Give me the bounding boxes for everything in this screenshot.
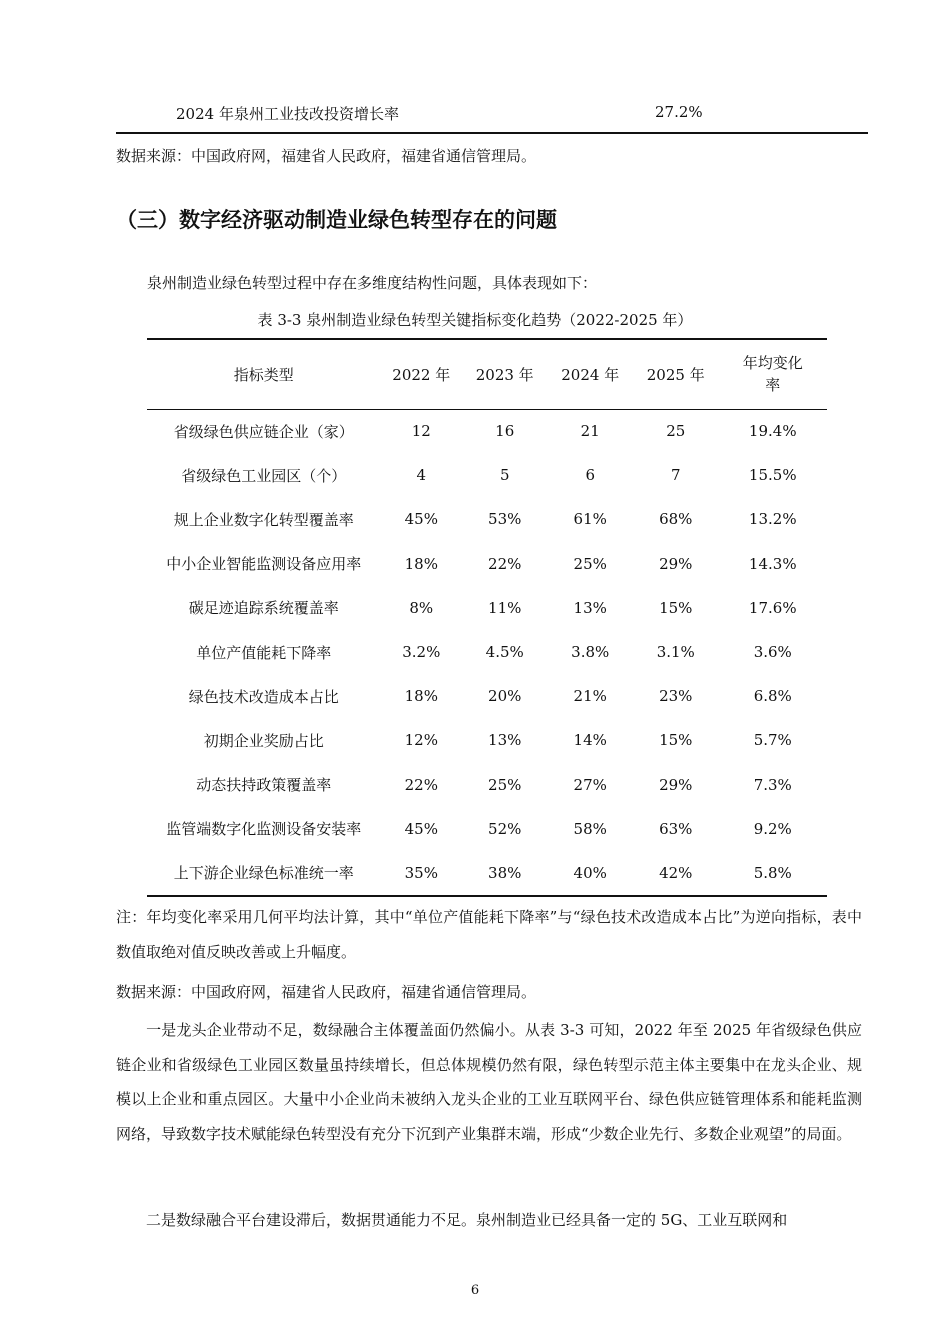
value-cell: 29%: [659, 775, 693, 794]
value-cell: 25%: [573, 554, 607, 573]
value-cell: 14%: [573, 731, 607, 750]
value-cell: 29%: [659, 554, 693, 573]
indicator-table: [147, 339, 827, 895]
prev-table-row-value: 27.2%: [655, 103, 703, 121]
value-cell: 13%: [488, 731, 522, 750]
table-bottom-rule: [147, 895, 827, 897]
value-cell: 45%: [404, 510, 438, 529]
value-cell: 3.6%: [753, 643, 792, 662]
header-2024: 2024 年: [561, 365, 620, 384]
table-row: [147, 409, 827, 453]
header-2022: 2022 年: [392, 365, 451, 384]
value-cell: 5: [499, 466, 510, 485]
value-cell: 52%: [488, 819, 522, 838]
value-cell: 40%: [573, 863, 607, 882]
value-cell: 22%: [404, 775, 438, 794]
value-cell: 13.2%: [748, 510, 797, 529]
value-cell: 5.8%: [753, 863, 792, 882]
value-cell: 68%: [659, 510, 693, 529]
value-cell: 21: [580, 422, 600, 441]
value-cell: 15%: [659, 598, 693, 617]
table-header-row: [147, 339, 827, 409]
value-cell: 23%: [659, 687, 693, 706]
value-cell: 12%: [404, 731, 438, 750]
prev-table-row-label: 2024 年泉州工业技改投资增长率: [176, 105, 399, 123]
value-cell: 14.3%: [748, 554, 797, 573]
header-annual-change-rate: 年均变化 率: [742, 354, 803, 394]
value-cell: 7: [670, 466, 681, 485]
value-cell: 27%: [573, 775, 607, 794]
page-number: 6: [470, 1283, 480, 1298]
value-cell: 6: [585, 466, 595, 485]
value-cell: 15.5%: [748, 466, 797, 485]
value-cell: 58%: [573, 819, 607, 838]
value-cell: 16: [495, 422, 515, 441]
table-row: [147, 542, 827, 586]
indicator-name-cell: 监管端数字化监测设备安装率: [166, 820, 362, 839]
table-row: [147, 674, 827, 718]
value-cell: 25: [666, 422, 686, 441]
table-row: [147, 497, 827, 541]
table-header-rule: [147, 409, 827, 410]
value-cell: 42%: [659, 863, 693, 882]
data-source-note-2: 数据来源：中国政府网，福建省人民政府，福建省通信管理局。: [116, 983, 537, 1001]
value-cell: 3.2%: [402, 643, 441, 662]
prev-table-bottom-rule: [116, 132, 868, 134]
value-cell: 11%: [488, 598, 522, 617]
value-cell: 20%: [488, 687, 522, 706]
value-cell: 6.8%: [753, 687, 792, 706]
indicator-name-cell: 上下游企业绿色标准统一率: [173, 864, 354, 883]
body-paragraph-2: 二是数绿融合平台建设滞后，数据贯通能力不足。泉州制造业已经具备一定的 5G、工业互联网和: [146, 1211, 788, 1229]
table-row: [147, 807, 827, 851]
value-cell: 4.5%: [485, 643, 524, 662]
indicator-name-cell: 省级绿色供应链企业（家）: [173, 422, 354, 441]
table-row: [147, 718, 827, 762]
table-row: [147, 453, 827, 497]
indicator-name-cell: 碳足迹追踪系统覆盖率: [188, 599, 339, 618]
value-cell: 61%: [573, 510, 607, 529]
indicator-name-cell: 单位产值能耗下降率: [196, 643, 332, 662]
value-cell: 5.7%: [753, 731, 792, 750]
table-note: 注：年均变化率采用几何平均法计算，其中“单位产值能耗下降率”与“绿色技术改造成本占比”为逆向指标，表中数值取绝对值反映改善或上升幅度。: [116, 908, 862, 961]
value-cell: 4: [416, 466, 427, 485]
value-cell: 38%: [488, 863, 522, 882]
indicator-name-cell: 省级绿色工业园区（个）: [181, 466, 347, 485]
value-cell: 3.1%: [656, 643, 695, 662]
table-row: [147, 586, 827, 630]
indicator-name-cell: 绿色技术改造成本占比: [188, 687, 339, 706]
value-cell: 12: [411, 422, 431, 441]
indicator-name-cell: 规上企业数字化转型覆盖率: [173, 510, 354, 529]
table-caption: 表 3-3 泉州制造业绿色转型关键指标变化趋势（2022-2025 年）: [257, 311, 693, 329]
value-cell: 19.4%: [748, 422, 797, 441]
indicator-name-cell: 动态扶持政策覆盖率: [196, 776, 332, 795]
value-cell: 8%: [409, 598, 434, 617]
header-2025: 2025 年: [646, 365, 705, 384]
value-cell: 9.2%: [753, 819, 792, 838]
indicator-name-cell: 初期企业奖励占比: [203, 731, 324, 750]
value-cell: 35%: [404, 863, 438, 882]
value-cell: 17.6%: [748, 598, 797, 617]
value-cell: 45%: [404, 819, 438, 838]
value-cell: 53%: [488, 510, 522, 529]
value-cell: 15%: [659, 731, 693, 750]
body-paragraph-1: 一是龙头企业带动不足，数绿融合主体覆盖面仍然偏小。从表 3-3 可知，2022 年至 2025 年省级绿色供应链企业和省级绿色工业园区数量虽持续增长，但总体规模仍然有限，绿色转型示范主体主要集中在龙头企业、规模以上企业和重点园区。大量中小企业尚未被纳入龙头企业的工业互联网平台、绿色供应链管理体系和能耗监测网络，导致数字技术赋能绿色转型没有充分下沉到产业集群末端，形成“少数企业先行、多数企业观望”的局面。: [116, 1021, 862, 1143]
header-indicator-type: 指标类型: [233, 365, 294, 384]
value-cell: 13%: [573, 598, 607, 617]
table-row: [147, 851, 827, 895]
value-cell: 21%: [573, 687, 607, 706]
value-cell: 3.8%: [571, 643, 610, 662]
value-cell: 22%: [488, 554, 522, 573]
indicator-name-cell: 中小企业智能监测设备应用率: [166, 555, 362, 574]
header-2023: 2023 年: [475, 365, 534, 384]
table-row: [147, 763, 827, 807]
value-cell: 63%: [659, 819, 693, 838]
value-cell: 25%: [488, 775, 522, 794]
intro-text: 泉州制造业绿色转型过程中存在多维度结构性问题，具体表现如下：: [147, 274, 598, 292]
value-cell: 18%: [404, 554, 438, 573]
table-row: [147, 630, 827, 674]
value-cell: 7.3%: [753, 775, 792, 794]
data-source-note: 数据来源：中国政府网，福建省人民政府，福建省通信管理局。: [116, 147, 537, 165]
value-cell: 18%: [404, 687, 438, 706]
section-heading: （三）数字经济驱动制造业绿色转型存在的问题: [116, 208, 557, 232]
